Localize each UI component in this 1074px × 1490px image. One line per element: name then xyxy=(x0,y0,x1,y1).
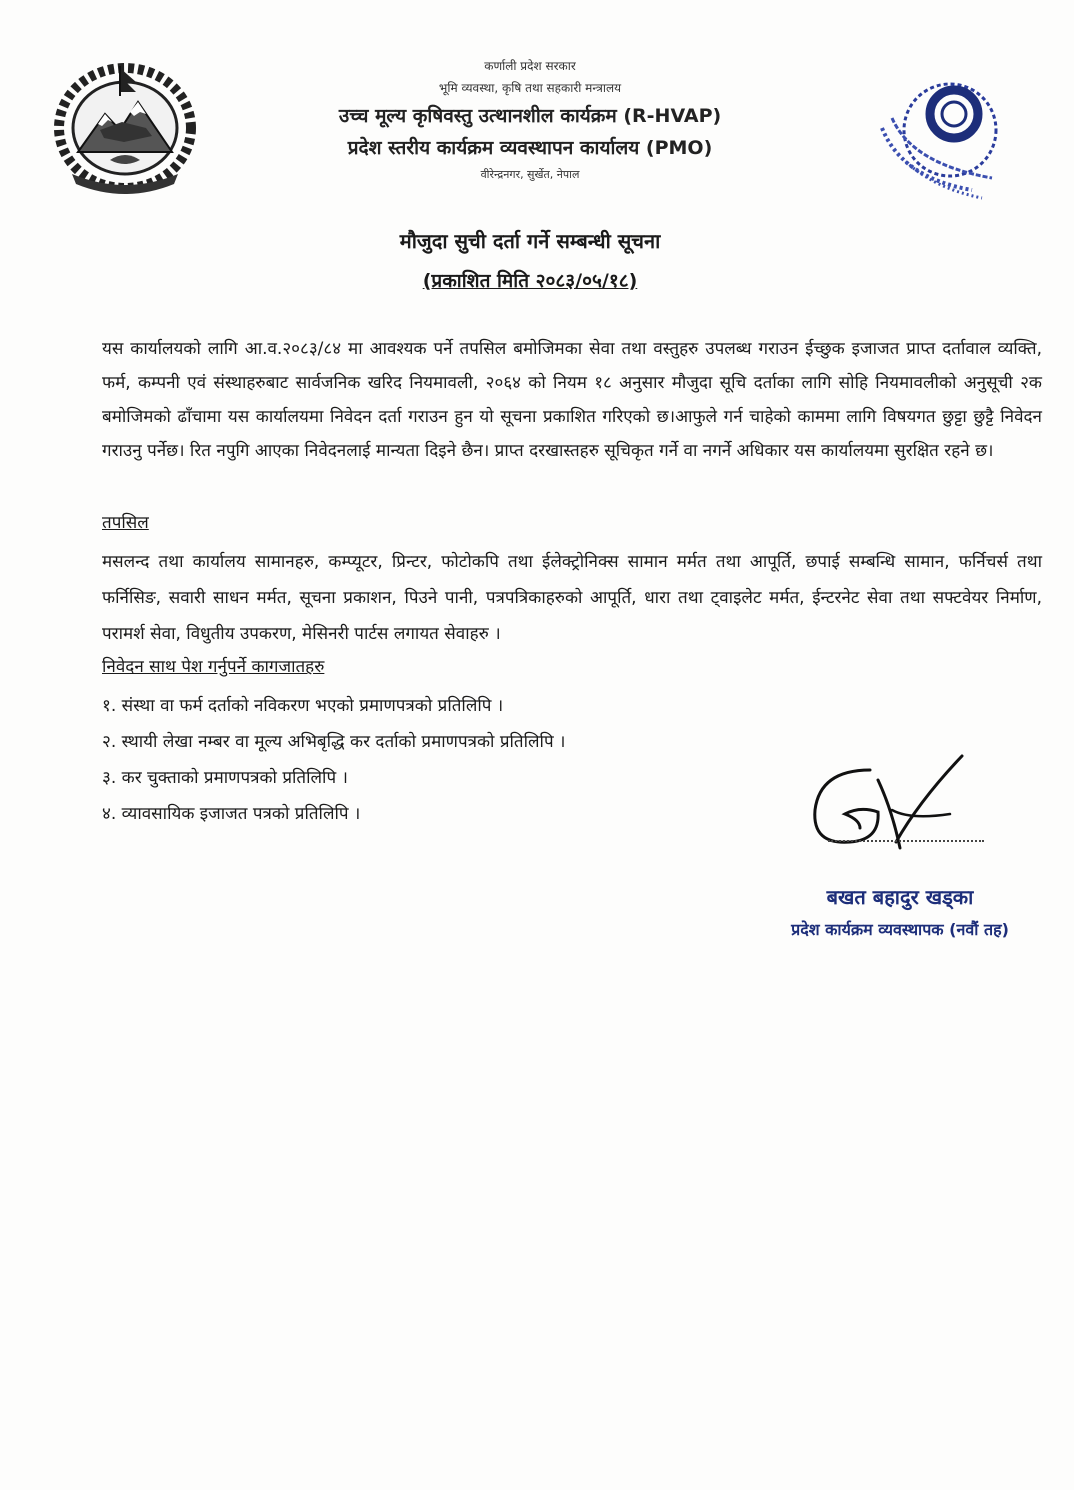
nepal-emblem-icon xyxy=(50,56,200,194)
office-address: वीरेन्द्रनगर, सुर्खेत, नेपाल xyxy=(480,168,580,181)
documents-list xyxy=(102,688,802,832)
list-item: २. स्थायी लेखा नम्बर वा मूल्य अभिबृद्धि कर दर्ताको प्रमाणपत्रको प्रतिलिपि । xyxy=(102,732,566,752)
list-item: ४. व्यावसायिक इजाजत पत्रको प्रतिलिपि । xyxy=(102,804,361,824)
service-items: मसलन्द तथा कार्यालय सामानहरु, कम्प्यूटर, प्रिन्टर, फोटोकपि तथा ईलेक्ट्रोनिक्स सामान मर्मत तथा आपूर्ति, छपाई सम्बन्धि सामान, फर्निचर्स तथा फर्निसिङ, सवारी साधन मर्मत, सूचना प्रकाशन, पिउने पानी, पत्रपत्रिकाहरुको आपूर्ति, धारा तथा ट्वाइलेट मर्मत, ईन्टरनेट सेवा तथा सफ्टवेयर निर्माण, परामर्श सेवा, विधुतीय उपकरण, मेसिनरी पार्टस लगायत सेवाहरु । xyxy=(102,552,1042,644)
signatory-title: प्रदेश कार्यक्रम व्यवस्थापक (नवौं तह) xyxy=(791,920,1009,939)
publication-date: (प्रकाशित मिति २०८३/०५/१८) xyxy=(422,270,638,292)
office-name: प्रदेश स्तरीय कार्यक्रम व्यवस्थापन कार्यालय (PMO) xyxy=(347,137,713,159)
ministry-name: भूमि व्यवस्था, कृषि तथा सहकारी मन्त्रालय xyxy=(438,81,622,95)
signature-line xyxy=(828,840,984,842)
office-seal-stamp-icon xyxy=(862,78,1022,210)
notice-title: मौजुदा सुची दर्ता गर्ने सम्बन्धी सूचना xyxy=(399,229,661,253)
notice-paragraph: यस कार्यालयको लागि आ.व.२०८३/८४ मा आवश्यक पर्ने तपसिल बमोजिमका सेवा तथा वस्तुहरु उपलब्ध गराउन ईच्छुक इजाजत प्राप्त दर्तावाल व्यक्ति, फर्म, कम्पनी एवं संस्थाहरुबाट सार्वजनिक खरिद नियमावली, २०६४ को नियम १८ अनुसार मौजुदा सूचि दर्ताका लागि सोहि नियमावलीको अनुसूची २क बमोजिमको ढाँचामा यस कार्यालयमा निवेदन दर्ता गराउन हुन यो सूचना प्रकाशित गरिएको छ।आफुले गर्न चाहेको काममा लागि विषयगत छुट्टा छुट्टै निवेदन गराउनु पर्नेछ। रित नपुगि आएका निवेदनलाई मान्यता दिइने छैन। प्राप्त दरखास्तहरु सूचिकृत गर्ने वा नगर्ने अधिकार यस कार्यालयमा सुरक्षित रहने छ। xyxy=(102,339,1042,461)
list-item: १. संस्था वा फर्म दर्ताको नविकरण भएको प्रमाणपत्रको प्रतिलिपि । xyxy=(102,696,504,716)
handwritten-signature xyxy=(800,750,1000,860)
letterhead xyxy=(250,56,810,186)
signatory-name: बखत बहादुर खड्का xyxy=(826,885,974,909)
province-government: कर्णाली प्रदेश सरकार xyxy=(484,59,576,73)
program-name: उच्च मूल्य कृषिवस्तु उत्थानशील कार्यक्रम (R-HVAP) xyxy=(338,105,722,127)
documents-heading: निवेदन साथ पेश गर्नुपर्ने कागजातहरु xyxy=(102,657,325,677)
list-item: ३. कर चुक्ताको प्रमाणपत्रको प्रतिलिपि । xyxy=(102,768,348,788)
tapsil-heading: तपसिल xyxy=(102,513,149,533)
